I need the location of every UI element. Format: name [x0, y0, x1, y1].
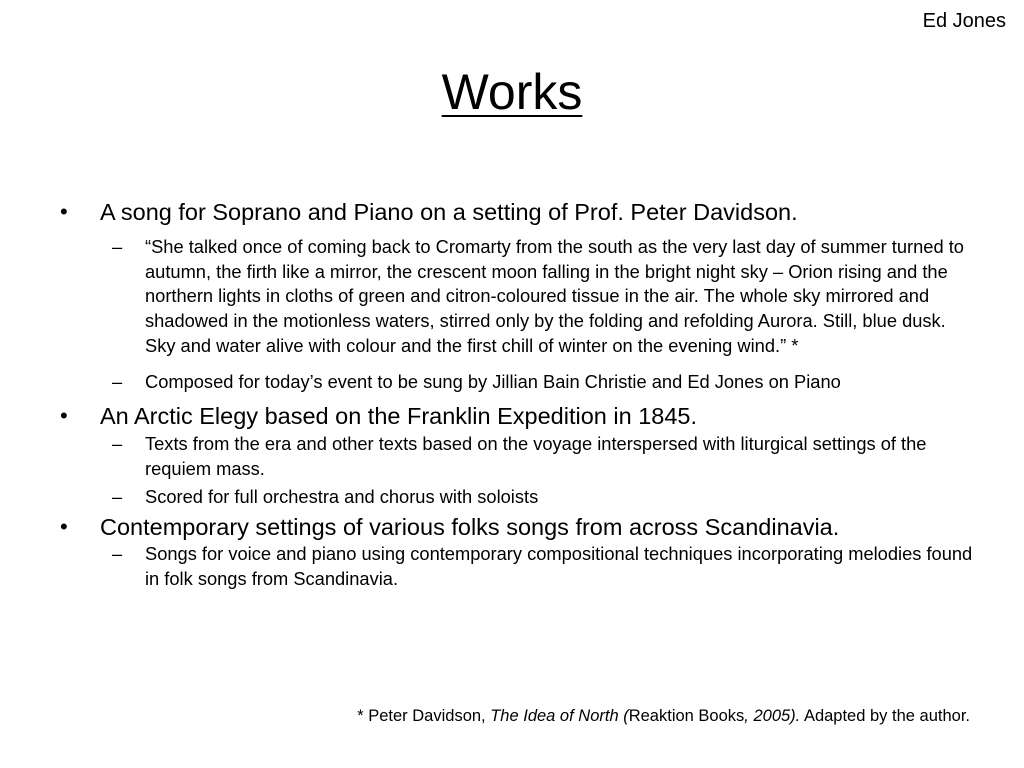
- bullet-item: [60, 197, 980, 227]
- footnote-prefix: * Peter Davidson,: [357, 707, 491, 725]
- slide-title: Works: [441, 64, 583, 120]
- footnote-publisher: Reaktion Books: [628, 707, 745, 725]
- footnote-year: , 2005).: [744, 707, 801, 725]
- bullet-text: An Arctic Elegy based on the Franklin Expedition in 1845.: [100, 403, 698, 430]
- bullet-list: [60, 197, 980, 592]
- sub-bullet-item: [60, 485, 980, 510]
- sub-bullet-text: Songs for voice and piano using contemporary compositional techniques incorporating melodies found in folk songs from Scandinavia.: [145, 543, 973, 590]
- bullet-text: Contemporary settings of various folks songs from across Scandinavia.: [100, 514, 840, 541]
- bullet-marker: •: [60, 199, 68, 224]
- sub-bullet-text: Texts from the era and other texts based on the voyage interspersed with liturgical settings of the requiem mass.: [145, 433, 927, 479]
- sub-bullet-item: [60, 542, 980, 591]
- sub-bullet-text: “She talked once of coming back to Cromarty from the south as the very last day of summer turned to autumn, the firth like a mirror, the crescent moon falling in the bright night sky – Orion rising and the northern lights in cloths of green and citron-coloured tissue in the air. The whole sky mirrored and shadowed in the motionless waters, stirred only by the folding and refolding Aurora. Still, blue dusk. Sky and water alive with colour and the first chill of winter on the evening wind.” *: [145, 236, 964, 356]
- dash-marker: –: [112, 543, 123, 565]
- dash-marker: –: [112, 370, 123, 392]
- author-name: Ed Jones: [922, 10, 1006, 32]
- dash-marker: –: [112, 485, 123, 507]
- dash-marker: –: [112, 433, 123, 455]
- bullet-marker: •: [60, 403, 68, 429]
- bullet-text: A song for Soprano and Piano on a setting of Prof. Peter Davidson.: [100, 199, 798, 225]
- dash-marker: –: [112, 236, 123, 257]
- bullet-marker: •: [60, 514, 68, 540]
- footnote-suffix: Adapted by the author.: [800, 707, 970, 725]
- bullet-item: [60, 401, 980, 431]
- sub-bullet-item: [60, 370, 980, 395]
- sub-bullet-text: Scored for full orchestra and chorus with soloists: [145, 485, 539, 507]
- footnote-book-title: The Idea of North (: [490, 707, 629, 725]
- sub-bullet-item: [60, 432, 980, 481]
- sub-bullet-item: [60, 235, 980, 359]
- sub-bullet-text: Composed for today’s event to be sung by Jillian Bain Christie and Ed Jones on Piano: [145, 370, 841, 392]
- bullet-item: [60, 512, 980, 542]
- footnote: [357, 705, 970, 727]
